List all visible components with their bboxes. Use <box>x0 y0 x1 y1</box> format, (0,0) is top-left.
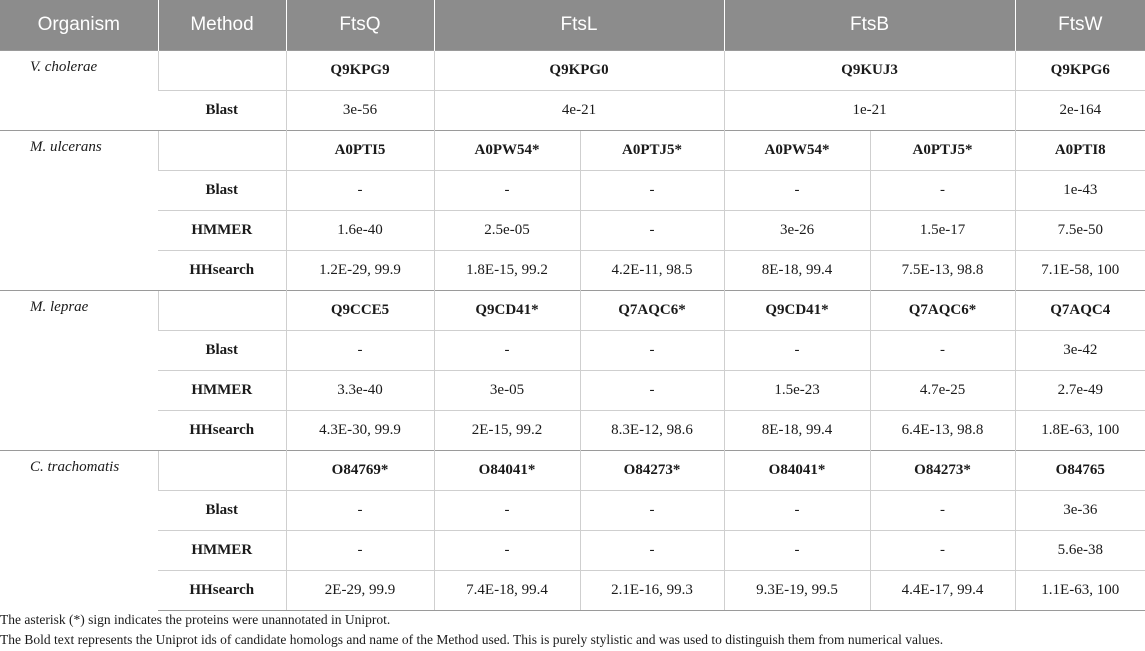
value-cell: - <box>724 171 870 211</box>
table-row <box>0 531 1145 571</box>
table-row <box>0 131 1145 171</box>
value-cell: - <box>434 331 580 371</box>
uniprot-id-cell: Q9KUJ3 <box>724 51 1015 91</box>
table-row <box>0 171 1145 211</box>
organism-cell: M. ulcerans <box>0 131 158 291</box>
header-method: Method <box>158 0 286 51</box>
value-cell: 2.5e-05 <box>434 211 580 251</box>
method-cell <box>158 131 286 171</box>
table-row <box>0 491 1145 531</box>
uniprot-id-cell: Q9KPG0 <box>434 51 724 91</box>
uniprot-id-cell: A0PTI8 <box>1015 131 1145 171</box>
uniprot-id-cell: Q9CCE5 <box>286 291 434 331</box>
value-cell: - <box>724 491 870 531</box>
value-cell: - <box>724 331 870 371</box>
value-cell: 8.3E-12, 98.6 <box>580 411 724 451</box>
uniprot-id-cell: A0PW54* <box>434 131 580 171</box>
method-cell: HHsearch <box>158 251 286 291</box>
value-cell: 1.8E-63, 100 <box>1015 411 1145 451</box>
method-cell: Blast <box>158 491 286 531</box>
method-cell <box>158 291 286 331</box>
table-row <box>0 571 1145 611</box>
method-cell <box>158 451 286 491</box>
value-cell: - <box>434 531 580 571</box>
value-cell: 9.3E-19, 99.5 <box>724 571 870 611</box>
value-cell: 2e-164 <box>1015 91 1145 131</box>
organism-cell: M. leprae <box>0 291 158 451</box>
uniprot-id-cell: O84273* <box>580 451 724 491</box>
header-ftsl: FtsL <box>434 0 724 51</box>
value-cell: - <box>580 371 724 411</box>
uniprot-id-cell: A0PTJ5* <box>580 131 724 171</box>
method-cell: Blast <box>158 331 286 371</box>
method-cell: HMMER <box>158 371 286 411</box>
table-row <box>0 211 1145 251</box>
value-cell: 4.7e-25 <box>870 371 1015 411</box>
method-cell <box>158 51 286 91</box>
value-cell: 8E-18, 99.4 <box>724 411 870 451</box>
value-cell: 2E-29, 99.9 <box>286 571 434 611</box>
value-cell: 3e-42 <box>1015 331 1145 371</box>
value-cell: 7.4E-18, 99.4 <box>434 571 580 611</box>
value-cell: - <box>286 531 434 571</box>
method-cell: Blast <box>158 171 286 211</box>
value-cell: 1e-43 <box>1015 171 1145 211</box>
table-footnotes <box>0 610 1145 650</box>
uniprot-id-cell: A0PTI5 <box>286 131 434 171</box>
uniprot-id-cell: Q9KPG6 <box>1015 51 1145 91</box>
header-ftsw: FtsW <box>1015 0 1145 51</box>
value-cell: - <box>580 331 724 371</box>
value-cell: 6.4E-13, 98.8 <box>870 411 1015 451</box>
footnote-asterisk: The asterisk (*) sign indicates the proteins were unannotated in Uniprot. <box>0 612 391 627</box>
value-cell: 4e-21 <box>434 91 724 131</box>
value-cell: - <box>870 171 1015 211</box>
value-cell: - <box>286 491 434 531</box>
value-cell: - <box>580 531 724 571</box>
value-cell: 1.6e-40 <box>286 211 434 251</box>
value-cell: - <box>286 331 434 371</box>
uniprot-id-cell: Q7AQC4 <box>1015 291 1145 331</box>
table-row <box>0 51 1145 91</box>
value-cell: 1.2E-29, 99.9 <box>286 251 434 291</box>
uniprot-id-cell: Q9KPG9 <box>286 51 434 91</box>
uniprot-id-cell: O84041* <box>724 451 870 491</box>
value-cell: 8E-18, 99.4 <box>724 251 870 291</box>
value-cell: - <box>870 491 1015 531</box>
value-cell: 2E-15, 99.2 <box>434 411 580 451</box>
value-cell: 4.4E-17, 99.4 <box>870 571 1015 611</box>
value-cell: - <box>286 171 434 211</box>
value-cell: 3.3e-40 <box>286 371 434 411</box>
method-cell: HMMER <box>158 531 286 571</box>
value-cell: 3e-26 <box>724 211 870 251</box>
table-row <box>0 91 1145 131</box>
uniprot-id-cell: Q7AQC6* <box>870 291 1015 331</box>
table-row <box>0 251 1145 291</box>
uniprot-id-cell: Q9CD41* <box>434 291 580 331</box>
header-organism: Organism <box>0 0 158 51</box>
value-cell: - <box>870 531 1015 571</box>
table-row <box>0 451 1145 491</box>
uniprot-id-cell: A0PTJ5* <box>870 131 1015 171</box>
value-cell: - <box>580 211 724 251</box>
header-row <box>0 0 1145 51</box>
uniprot-id-cell: O84273* <box>870 451 1015 491</box>
value-cell: - <box>434 171 580 211</box>
footnote-bold-text: The Bold text represents the Uniprot ids of candidate homologs and name of the Method used. This is purely stylistic and was used to distinguish them from numerical values. <box>0 632 944 647</box>
value-cell: 2.1E-16, 99.3 <box>580 571 724 611</box>
value-cell: 7.5e-50 <box>1015 211 1145 251</box>
value-cell: 5.6e-38 <box>1015 531 1145 571</box>
uniprot-id-cell: Q9CD41* <box>724 291 870 331</box>
value-cell: 3e-56 <box>286 91 434 131</box>
uniprot-id-cell: A0PW54* <box>724 131 870 171</box>
value-cell: 2.7e-49 <box>1015 371 1145 411</box>
value-cell: - <box>724 531 870 571</box>
table-row <box>0 371 1145 411</box>
table-row <box>0 331 1145 371</box>
value-cell: 1e-21 <box>724 91 1015 131</box>
value-cell: 7.5E-13, 98.8 <box>870 251 1015 291</box>
table-row <box>0 291 1145 331</box>
uniprot-id-cell: O84041* <box>434 451 580 491</box>
header-ftsb: FtsB <box>724 0 1015 51</box>
uniprot-id-cell: O84769* <box>286 451 434 491</box>
value-cell: 4.2E-11, 98.5 <box>580 251 724 291</box>
value-cell: 3e-36 <box>1015 491 1145 531</box>
value-cell: - <box>870 331 1015 371</box>
value-cell: 7.1E-58, 100 <box>1015 251 1145 291</box>
value-cell: 1.5e-23 <box>724 371 870 411</box>
value-cell: 3e-05 <box>434 371 580 411</box>
organism-cell: V. cholerae <box>0 51 158 131</box>
value-cell: 1.5e-17 <box>870 211 1015 251</box>
table-row <box>0 411 1145 451</box>
value-cell: 4.3E-30, 99.9 <box>286 411 434 451</box>
method-cell: HMMER <box>158 211 286 251</box>
value-cell: 1.8E-15, 99.2 <box>434 251 580 291</box>
value-cell: - <box>434 491 580 531</box>
value-cell: 1.1E-63, 100 <box>1015 571 1145 611</box>
method-cell: HHsearch <box>158 571 286 611</box>
value-cell: - <box>580 491 724 531</box>
value-cell: - <box>580 171 724 211</box>
method-cell: HHsearch <box>158 411 286 451</box>
uniprot-id-cell: Q7AQC6* <box>580 291 724 331</box>
uniprot-id-cell: O84765 <box>1015 451 1145 491</box>
organism-cell: C. trachomatis <box>0 451 158 611</box>
method-cell: Blast <box>158 91 286 131</box>
header-ftsq: FtsQ <box>286 0 434 51</box>
